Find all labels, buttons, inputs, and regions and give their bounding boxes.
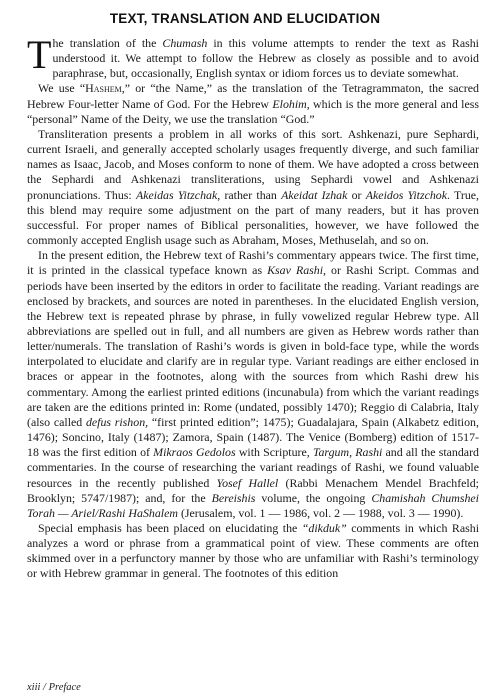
paragraph-translation: The translation of the Chumash in this volume attempts to render the text as Rashi understood it. We attempt to follow the Hebrew as closely as possible and to avoid paraphrase, but, occasionally, English syntax or idiom forces us to deviate somewhat.	[27, 32, 479, 81]
body-text	[27, 32, 480, 582]
page-footer: xiii / Preface	[27, 682, 81, 693]
paragraph-transliteration: Transliteration presents a problem in all works of this sort. Ashkenazi, pure Sephardi, current Israeli, and generally accepted scholarly usages frequently diverge, and such familiar names as Isaac, Jacob, and Moses conform to none of them. We have adopted a cross between the Sephardi and Ashkenazi transliterations, using Sephardi vowel and Ashkenazi pronunciations. Thus: Akeidas Yitzchak, rather than Akeidat Izhak or Akeidos Yitzchok. True, this blend may require some adjustment on the part of many readers, but it has proven successful. For proper names of Biblical personalities, however, we have followed the commonly accepted English usage such as Abraham, Moses, Methuselah, and so on.	[27, 126, 480, 248]
paragraph-divine-names: We use “Hashem,” or “the Name,” as the translation of the Tetragrammaton, the sacred Hebrew Four-letter Name of God. For the Hebrew Elohim, which is the more general and less “personal” Name of the Deity, we use the translation “God.”	[27, 81, 479, 126]
drop-cap: T	[27, 32, 52, 77]
paragraph-rashi-text: In the present edition, the Hebrew text of Rashi’s commentary appears twice. The first time, it is printed in the classical typeface known as Ksav Rashi, or Rashi Script. Commas and periods have been inserted by the editors in order to facilitate the reading. Variant readings are enclosed by brackets, and sources are noted in parentheses. In the elucidated English version, the Hebrew text is repeated phrase by phrase, in fully vowelized regular Hebrew type. All abbreviations are spelled out in full, and all numbers are given as Hebrew words rather than letter/numerals. The translation of Rashi’s words is given in bold-face type, while the words interpolated to elucidate and clarify are in regular type. Variant readings are either enclosed in braces or appear in the footnotes, along with the sources from which Rashi drew his commentary. Among the earliest printed editions (incunabula) from which the variant readings are taken are the editions printed in: Rome (undated, possibly 1470); Reggio di Calabria, Italy (also called defus rishon, “first printed edition”; 1475); Guadalajara, Spain (Alkabetz edition, 1476); Soncino, Italy (1487); Zamora, Spain (1487). The Venice (Bomberg) edition of 1517-18 was the first edition of Mikraos Gedolos with Scripture, Targum, Rashi and all the standard commentaries. In the course of researching the variant readings of Rashi, we found valuable resources in the recently published Yosef Hallel (Rabbi Menachem Mendel Brachfeld; Brooklyn; 5747/1987); and, for the Bereishis volume, the ongoing Chamishah Chumshei Torah — Ariel/Rashi HaShalem (Jerusalem, vol. 1 — 1986, vol. 2 — 1988, vol. 3 — 1990).	[27, 248, 479, 520]
page-title: TEXT, TRANSLATION AND ELUCIDATION	[109, 11, 381, 26]
paragraph-dikduk: Special emphasis has been placed on elucidating the “dikduk” comments in which Rashi analyzes a word or phrase from a grammatical point of view. These comments are often skimmed over in a perfunctory manner by those who are unfamiliar with Rashi’s terminology or with Hebrew grammar in general. The footnotes of this edition	[27, 521, 479, 581]
